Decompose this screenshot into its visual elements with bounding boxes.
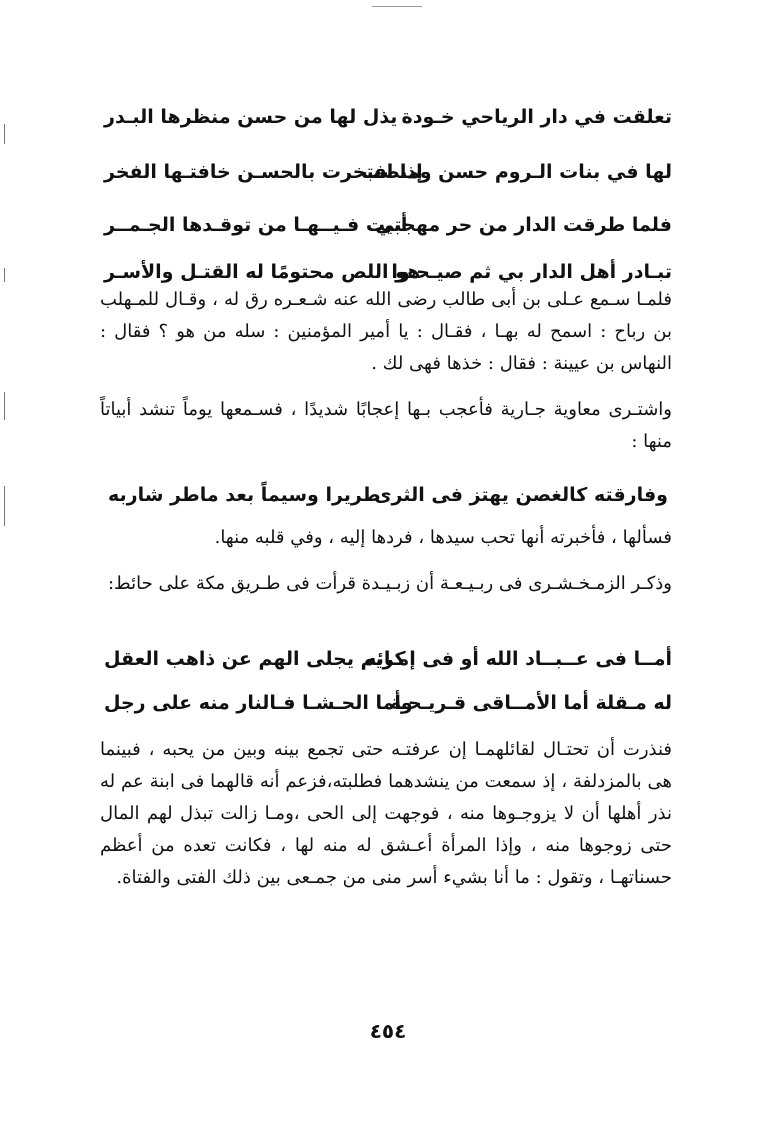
- margin-mark: [4, 392, 5, 420]
- poem1-verse: [104, 208, 672, 242]
- paragraph: وذكـر الزمـخـشـرى فى ربـيـعـة أن زبـيـدة قرأت فى طـريق مكة على حائط:: [107, 573, 672, 594]
- poem1-verse: [104, 155, 672, 189]
- page-number: ٤٥٤: [369, 1019, 407, 1043]
- paragraph: فلمـا سـمع عـلى بن أبى طالب رضى الله عنه شـعـره رق له ، وقـال للمـهلب بن رباح : اسمح له بهـا ، فقـال : يا أمير المؤمنين : سله من هو ؟ فقال : النهاس بن عيينة : فقال : خذها فهى لك .: [100, 289, 672, 374]
- poem2-verse: [104, 642, 672, 676]
- hemistich-left: كريم يجلى الهم عن ذاهب العقل: [104, 648, 406, 670]
- poem1-verse: [104, 100, 672, 134]
- margin-mark: [4, 268, 5, 282]
- hemistich-right: وفارقته كالغصن يهتز فى الثرى: [374, 484, 668, 506]
- hemistich-right: أمــا فى عــبــاد الله أو فى إمـائه: [365, 648, 672, 670]
- hemistich-left: طريرا وسيماً بعد ماطر شاربه: [108, 484, 381, 506]
- paragraph: واشتـرى معاوية جـارية فأعجب بـها إعجابًا شديدًا ، فسـمعها يوماً تنشد أبياتاً منها :: [100, 399, 672, 452]
- hemistich-right: تعلقت في دار الرياحي خـودة: [401, 106, 672, 128]
- single-verse: [108, 478, 668, 512]
- hemistich-left: إذا افتخرت بالحسـن خافتـها الفخر: [104, 161, 423, 183]
- hemistich-right: فلما طرقت الدار من حر مهجتي: [375, 214, 672, 236]
- hemistich-left: هو اللص محتومًا له القتـل والأسـر: [104, 261, 421, 283]
- hemistich-left: يذل لها من حسن منظرها البـدر: [104, 106, 398, 128]
- poem2-verse: [104, 686, 672, 720]
- hemistich-left: وأما الحـشـا فـالنار منه على رجل: [104, 692, 413, 714]
- hemistich-left: أبيت فـيــهـا من توقـدها الجـمــر: [104, 214, 408, 236]
- margin-mark: [4, 486, 5, 526]
- paragraph: فسألها ، فأخبرته أنها تحب سيدها ، فردها إليه ، وفي قلبه منها.: [214, 527, 672, 548]
- hemistich-right: لها في بنات الـروم حسن ومنصب: [361, 161, 672, 183]
- hemistich-right: له مـقلة أما الأمــاقى قـريـحـة: [389, 692, 672, 714]
- margin-mark: [4, 124, 5, 144]
- top-rule: [372, 6, 422, 7]
- hemistich-right: تبـادر أهل الدار بي ثم صيـحـوا: [391, 261, 672, 283]
- paragraph: فنذرت أن تحتـال لقائلهمـا إن عرفتـه حتى تجمع بينه وبين من يحبه ، فبينما هى بالمزدلفة ، إذ سمعت من ينشدهما فطلبته،فزعم أنه قالهما فى ابنة عم له نذر أهلها أن لا يزوجـوها منه ، فوجهت إلى الحى ،ومـا زالت تبذل لهم المال حتى زوجوها منه ، وإذا المرأة أعـشق له منه لها ، فكانت تعده من أعظم حسناتهـا ، وتقول : ما أنا بشيء أسر منى من جمـعى بين ذلك الفتى والفتاة.: [100, 739, 672, 888]
